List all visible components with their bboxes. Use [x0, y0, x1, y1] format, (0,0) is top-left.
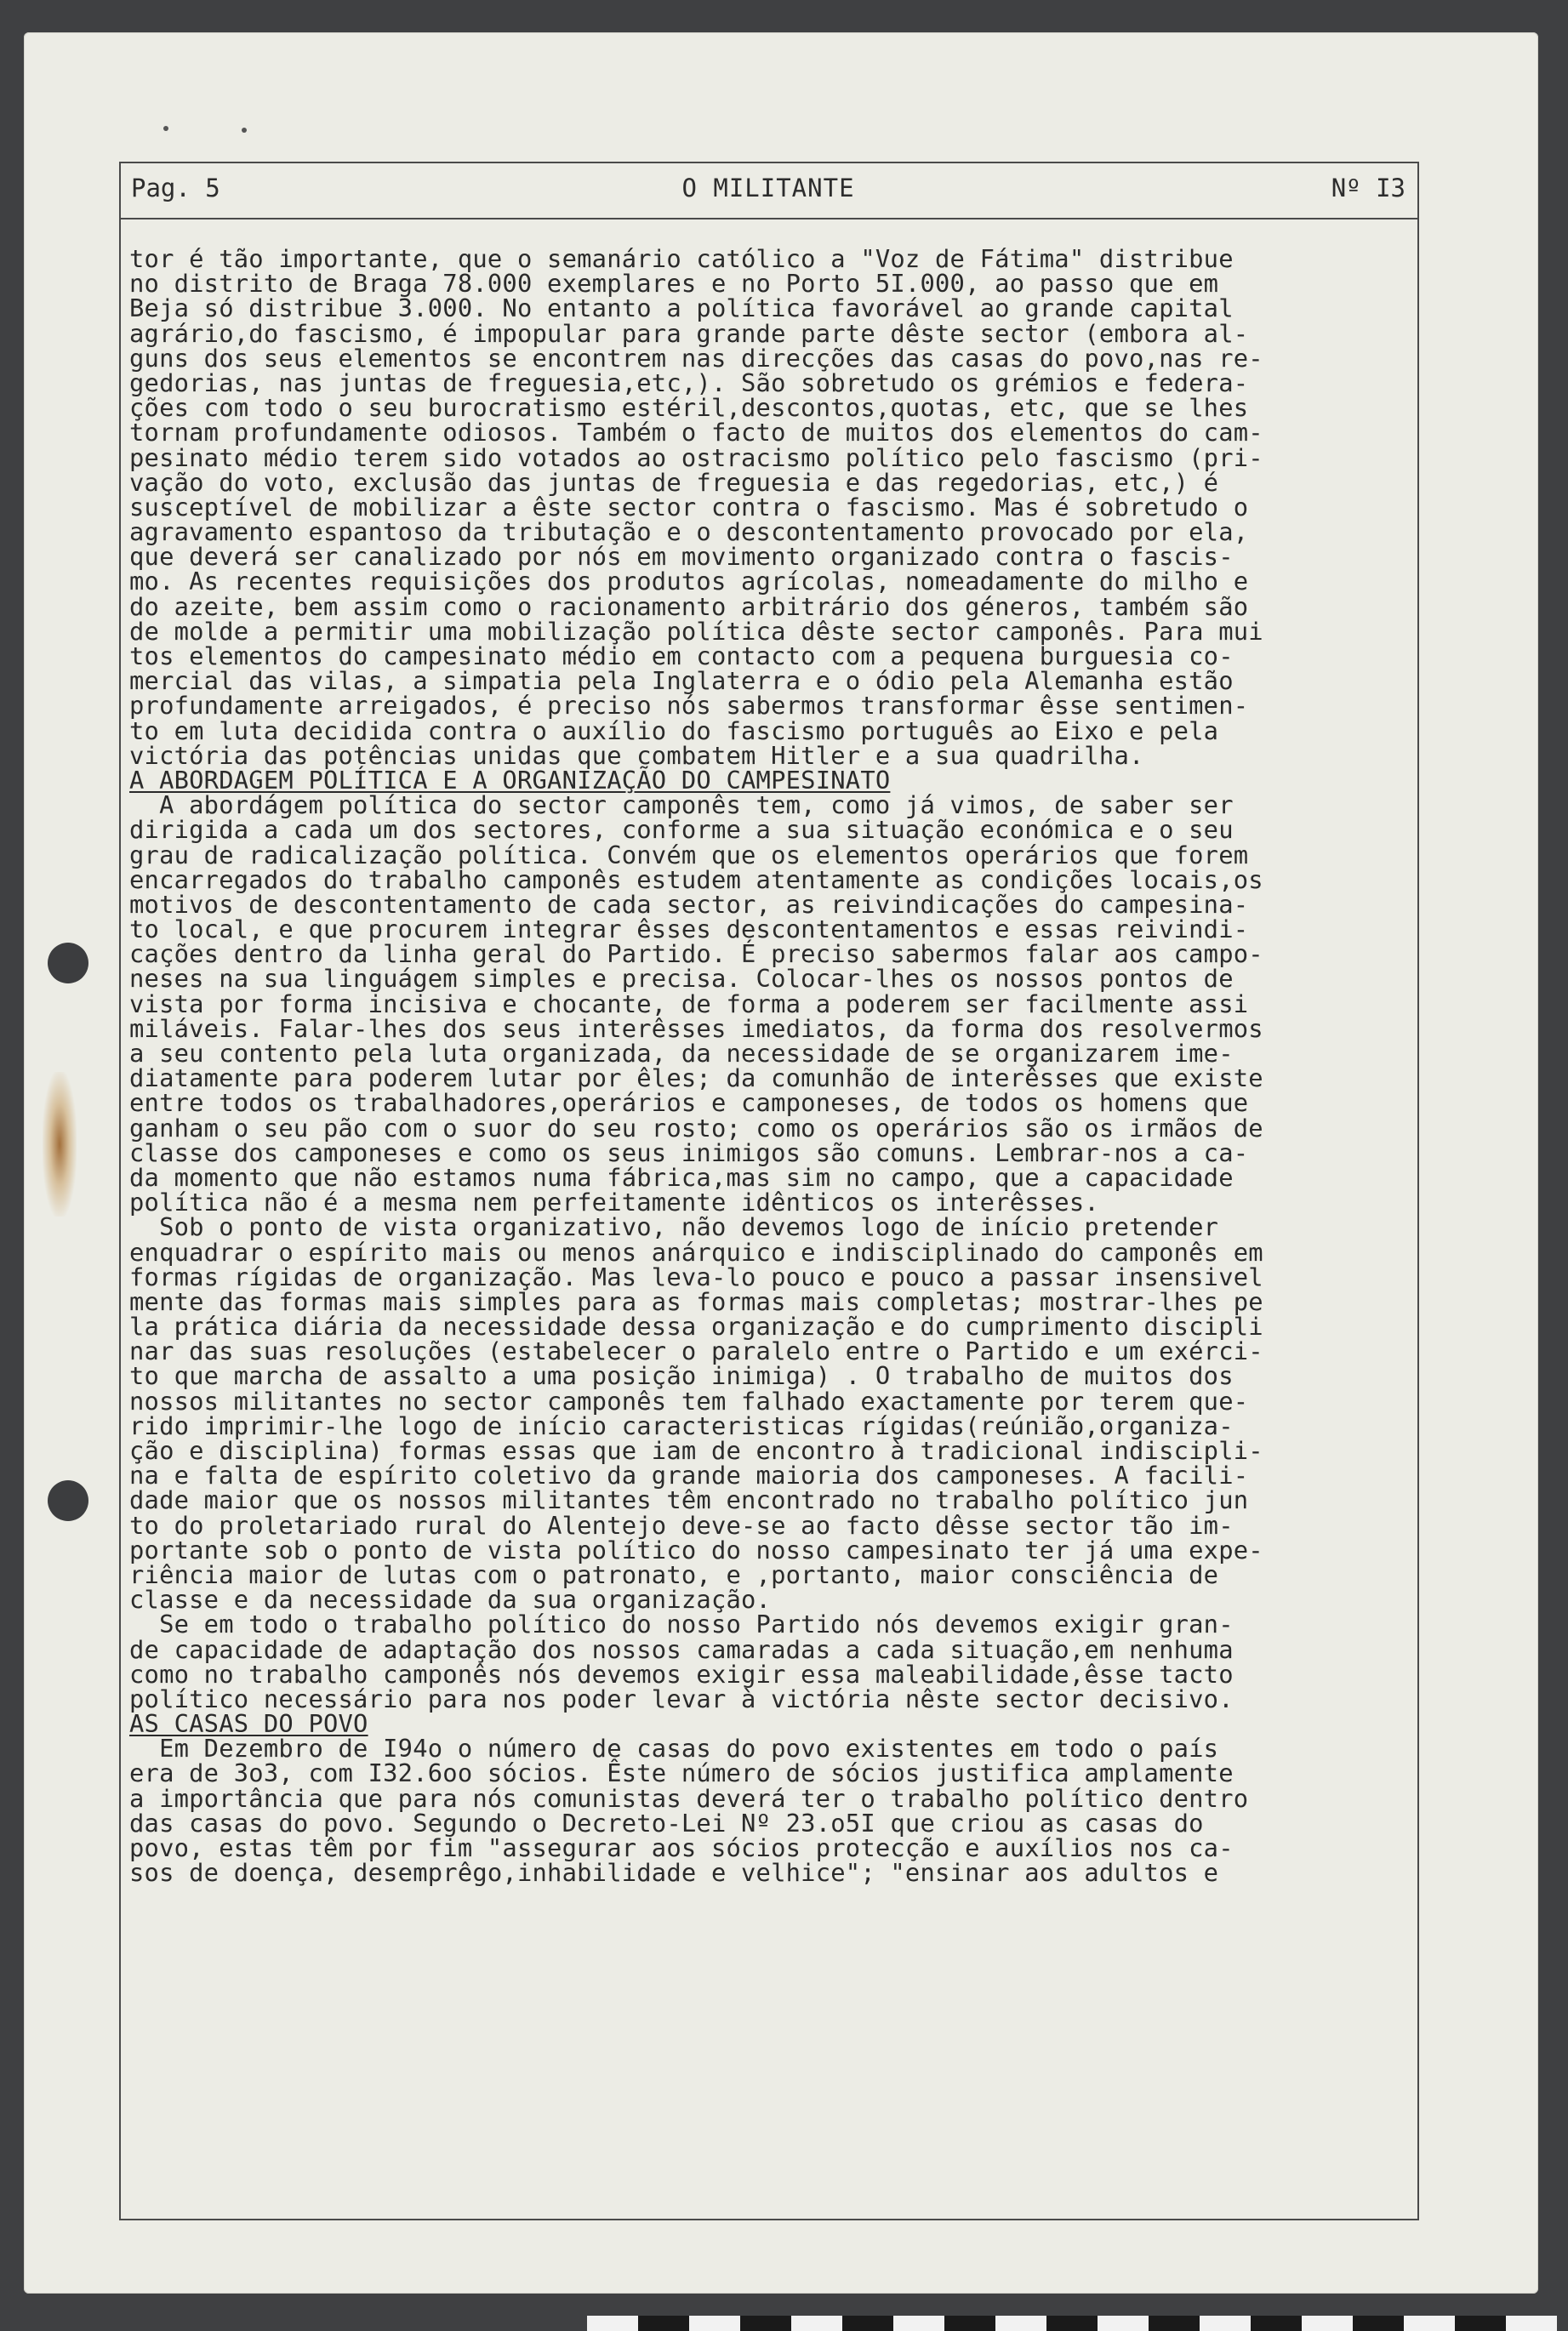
text-line: política não é a mesma nem perfeitamente idênticos os interêsses.	[129, 1188, 1099, 1217]
text-line: era de 3o3, com I32.6oo sócios. Êste número de sócios justifica amplamente	[129, 1758, 1234, 1788]
text-line: riência maior de lutas com o patronato, e ,portanto, maior consciência de	[129, 1559, 1219, 1589]
text-line: to do proletariado rural do Alentejo deve-se ao facto dêsse sector tão im-	[129, 1510, 1234, 1540]
text-line: na e falta de espírito coletivo da grande maioria dos camponeses. A facili-	[129, 1461, 1249, 1490]
text-line: gedorias, nas juntas de freguesia,etc,). São sobretudo os grémios e federa-	[129, 368, 1249, 397]
text-line: portante sob o ponto de vista político do nosso campesinato ter já uma expe-	[129, 1535, 1263, 1564]
text-line: nossos militantes no sector camponês tem falhado exactamente por terem que-	[129, 1386, 1249, 1416]
text-line: ção e disciplina) formas essas que iam de encontro à tradicional indiscipli-	[129, 1436, 1263, 1465]
text-line: to que marcha de assalto a uma posição inimiga) . O trabalho de muitos dos	[129, 1361, 1234, 1391]
text-line: formas rígidas de organização. Mas leva-lo pouco e pouco a passar insensivel	[129, 1262, 1263, 1291]
section-campesinato-text	[129, 790, 1440, 1713]
text-line: mo. As recentes requisições dos produtos agrícolas, nomeadamente do milho e	[129, 567, 1249, 596]
text-line: tornam profundamente odiosos. Também o facto de muitos dos elementos do cam-	[129, 418, 1263, 447]
issue-number: Nº I3	[1331, 174, 1405, 202]
rust-stain	[43, 1072, 77, 1217]
text-line: como no trabalho camponês nós devemos exigir essa maleabilidade,êsse tacto	[129, 1659, 1234, 1689]
text-line: vista por forma incisiva e chocante, de forma a poderem ser facilmente assi	[129, 989, 1249, 1018]
section-heading-casas-do-povo: AS CASAS DO POVO	[129, 1709, 368, 1739]
text-line: dade maior que os nossos militantes têm encontrado no trabalho político jun	[129, 1485, 1249, 1515]
text-line: victória das potências unidas que combatem Hitler e a sua quadrilha.	[129, 740, 1144, 770]
text-line: dirigida a cada um dos sectores, conforme a sua situação económica e o seu	[129, 815, 1234, 845]
text-line: político necessário para nos poder levar à victória nêste sector decisivo.	[129, 1684, 1234, 1713]
text-line: ções com todo o seu burocratismo estéril,descontos,quotas, etc, que se lhes	[129, 393, 1249, 423]
text-line: da momento que não estamos numa fábrica,mas sim no campo, que a capacidade	[129, 1162, 1234, 1192]
text-line: povo, estas têm por fim "assegurar aos sócios protecção e auxílios nos ca-	[129, 1833, 1234, 1862]
text-line: entre todos os trabalhadores,operários e camponeses, de todos os homens que	[129, 1088, 1249, 1118]
text-line: grau de radicalização política. Convém que os elementos operários que forem	[129, 840, 1249, 869]
text-line: das casas do povo. Segundo o Decreto-Lei Nº 23.o5I que criou as casas do	[129, 1808, 1204, 1838]
text-line: a importância que para nós comunistas deverá ter o trabalho político dentro	[129, 1783, 1249, 1813]
newspaper-title: O MILITANTE	[681, 174, 855, 202]
text-line: encarregados do trabalho camponês estudem atentamente as condições locais,os	[129, 864, 1263, 894]
text-line: classe dos camponeses e como os seus inimigos são comuns. Lembrar-nos a ca-	[129, 1137, 1249, 1167]
text-line: a seu contento pela luta organizada, da necessidade de se organizarem ime-	[129, 1039, 1234, 1068]
text-line: pesinato médio terem sido votados ao ostracismo político pelo fascismo (pri-	[129, 442, 1263, 472]
text-line: Se em todo o trabalho político do nosso Partido nós devemos exigir gran-	[129, 1610, 1234, 1639]
text-line: miláveis. Falar-lhes dos seus interêsses imediatos, da forma dos resolvermos	[129, 1013, 1263, 1043]
punch-hole-bottom	[48, 1480, 88, 1521]
text-line: agrário,do fascismo, é impopular para grande parte dêste sector (embora al-	[129, 318, 1249, 348]
article-body	[129, 244, 1440, 1888]
section-casas-do-povo-text	[129, 1734, 1440, 1888]
text-line: nar das suas resoluções (estabelecer o paralelo entre o Partido e um exérci-	[129, 1336, 1263, 1366]
text-line: to local, e que procurem integrar êsses descontentamentos e essas reivindi-	[129, 915, 1249, 944]
page-number: Pag. 5	[131, 174, 220, 202]
text-line: tor é tão importante, que o semanário católico a "Voz de Fátima" distribue	[129, 244, 1234, 273]
text-line: profundamente arreigados, é preciso nós sabermos transformar êsse sentimen-	[129, 691, 1249, 721]
text-line: mente das formas mais simples para as formas mais completas; mostrar-lhes pe	[129, 1286, 1263, 1316]
text-line: rido imprimir-lhe logo de início caracteristicas rígidas(reúnião,organiza-	[129, 1411, 1234, 1440]
section-heading-campesinato: A ABORDAGEM POLÍTICA E A ORGANIZAÇÃO DO CAMPESINATO	[129, 765, 891, 795]
page-header	[119, 162, 1417, 219]
text-line: do azeite, bem assim como o racionamento arbitrário dos géneros, também são	[129, 591, 1249, 621]
text-line: Sob o ponto de vista organizativo, não devemos logo de início pretender	[129, 1212, 1219, 1242]
text-line: ganham o seu pão com o suor do seu rosto; como os operários são os irmãos de	[129, 1113, 1263, 1143]
text-line: neses na sua linguágem simples e precisa. Colocar-lhes os nossos pontos de	[129, 964, 1234, 994]
text-line: de molde a permitir uma mobilização política dêste sector camponês. Para mui	[129, 616, 1263, 646]
text-line: Em Dezembro de I94o o número de casas do povo existentes em todo o país	[129, 1734, 1219, 1764]
text-line: guns dos seus elementos se encontrem nas direcções das casas do povo,nas re-	[129, 343, 1263, 373]
text-line: mercial das vilas, a simpatia pela Inglaterra e o ódio pela Alemanha estão	[129, 666, 1234, 696]
ink-speck	[242, 128, 247, 133]
text-line: la prática diária da necessidade dessa organização e do cumprimento discipli	[129, 1312, 1263, 1342]
text-line: enquadrar o espírito mais ou menos anárquico e indisciplinado do camponês em	[129, 1237, 1263, 1267]
text-line: cações dentro da linha geral do Partido. É preciso sabermos falar aos campo-	[129, 939, 1263, 969]
punch-hole-top	[48, 943, 88, 983]
text-line: Beja só distribue 3.000. No entanto a política favorável ao grande capital	[129, 294, 1234, 323]
color-scale-bar	[587, 2316, 1557, 2331]
text-line: no distrito de Braga 78.000 exemplares e no Porto 5I.000, ao passo que em	[129, 269, 1219, 299]
text-line: A abordágem política do sector camponês tem, como já vimos, de saber ser	[129, 790, 1234, 820]
text-line: diatamente para poderem lutar por êles; da comunhão de interêsses que existe	[129, 1063, 1263, 1093]
text-line: motivos de descontentamento de cada sector, as reivindicações do campesina-	[129, 889, 1249, 919]
text-line: vação do voto, exclusão das juntas de freguesia e das regedorias, etc,) é	[129, 467, 1219, 497]
text-line: agravamento espantoso da tributação e o descontentamento provocado por ela,	[129, 517, 1249, 547]
intro-paragraph	[129, 244, 1440, 770]
text-line: to em luta decidida contra o auxílio do fascismo português ao Eixo e pela	[129, 715, 1219, 745]
text-line: sos de doença, desemprêgo,inhabilidade e velhice"; "ensinar aos adultos e	[129, 1858, 1219, 1888]
text-line: de capacidade de adaptação dos nossos camaradas a cada situação,em nenhuma	[129, 1634, 1234, 1664]
text-line: susceptível de mobilizar a êste sector contra o fascismo. Mas é sobretudo o	[129, 492, 1249, 521]
text-line: tos elementos do campesinato médio em contacto com a pequena burguesia co-	[129, 641, 1234, 670]
ink-speck	[163, 126, 168, 131]
text-line: classe e da necessidade da sua organização.	[129, 1585, 772, 1615]
text-line: que deverá ser canalizado por nós em movimento organizado contra o fascis-	[129, 542, 1234, 572]
